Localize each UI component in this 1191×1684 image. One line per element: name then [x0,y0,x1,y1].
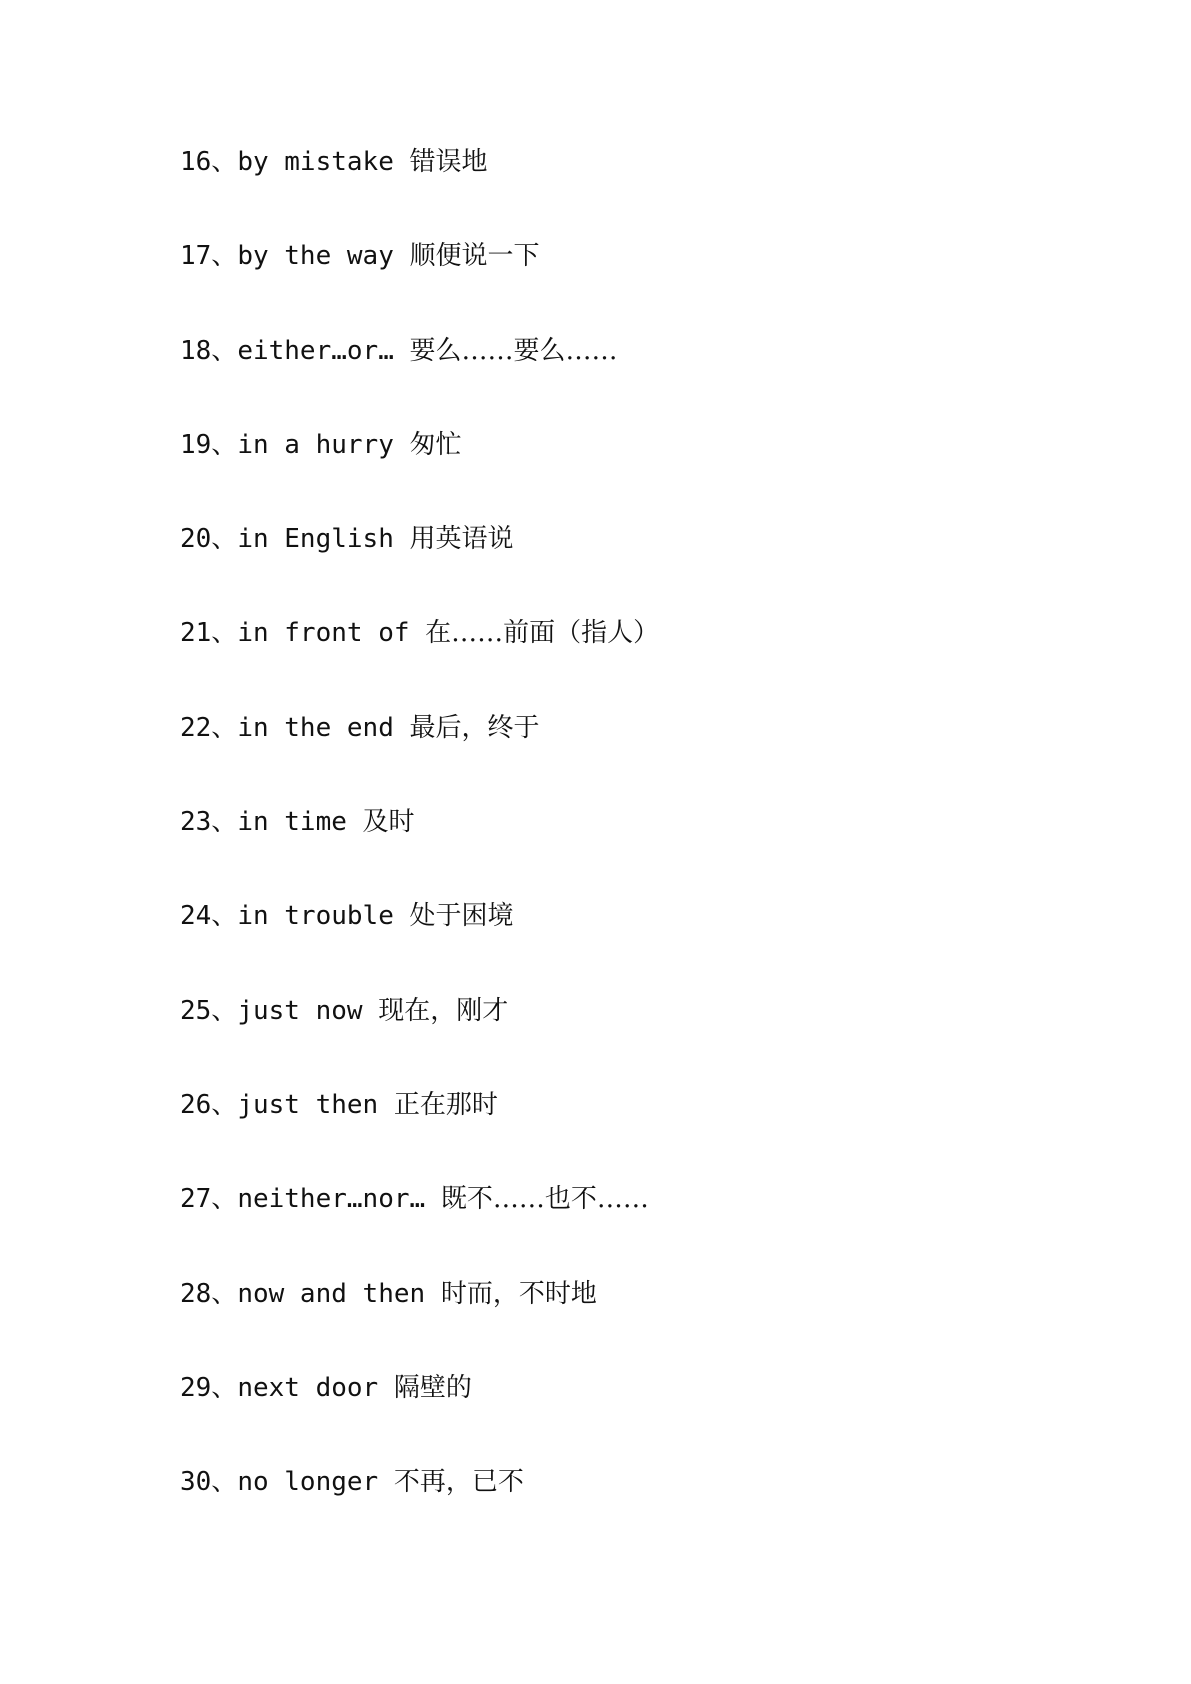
item-number: 27、 [180,1184,238,1215]
list-item [180,241,659,335]
item-chinese: 顺便说一下 [409,241,540,272]
item-number: 22、 [180,712,238,743]
item-chinese: 现在，刚才 [378,995,509,1026]
item-number: 18、 [180,335,238,366]
item-number: 19、 [180,429,238,460]
item-chinese: 匆忙 [409,429,462,460]
item-english: just now [237,995,379,1026]
item-english: either…or… [237,335,410,366]
item-number: 17、 [180,241,238,272]
item-chinese: 处于困境 [409,901,514,932]
item-number: 24、 [180,901,238,932]
item-chinese: 既不……也不…… [440,1184,649,1215]
item-number: 16、 [180,147,238,177]
item-number: 25、 [180,995,238,1026]
item-number: 23、 [180,807,238,838]
item-chinese: 最后，终于 [409,712,540,743]
list-item [180,1184,659,1278]
item-english: in time [237,807,363,838]
item-chinese: 隔壁的 [393,1372,472,1403]
item-number: 21、 [180,618,238,649]
item-english: by the way [237,241,410,272]
item-chinese: 时而，不时地 [440,1278,597,1309]
item-english: in the end [237,712,410,743]
list-item [180,1467,659,1561]
list-item [180,1279,659,1373]
item-english: just then [237,1089,394,1120]
item-english: neither…nor… [237,1184,441,1215]
item-number: 20、 [180,524,238,555]
list-item [180,807,659,901]
item-chinese: 用英语说 [409,524,514,555]
item-number: 28、 [180,1278,238,1309]
list-item [180,618,659,712]
item-chinese: 及时 [362,807,415,838]
item-chinese: 要么……要么…… [409,335,618,366]
list-item [180,901,659,995]
item-english: no longer [237,1467,394,1498]
list-item [180,1090,659,1184]
item-english: by mistake [237,147,410,177]
phrase-list [180,147,659,1561]
list-item [180,147,659,241]
list-item [180,336,659,430]
item-english: in a hurry [237,429,410,460]
list-item [180,713,659,807]
list-item [180,430,659,524]
item-english: in front of [237,618,426,649]
item-number: 30、 [180,1467,238,1498]
list-item [180,1373,659,1467]
item-chinese: 不再，已不 [393,1467,524,1498]
item-number: 29、 [180,1372,238,1403]
list-item [180,996,659,1090]
item-english: next door [237,1372,394,1403]
list-item [180,524,659,618]
item-english: in English [237,524,410,555]
item-number: 26、 [180,1089,238,1120]
item-english: now and then [237,1278,441,1309]
item-english: in trouble [237,901,410,932]
item-chinese: 错误地 [409,147,488,177]
item-chinese: 在……前面（指人） [425,618,660,649]
item-chinese: 正在那时 [393,1089,498,1120]
